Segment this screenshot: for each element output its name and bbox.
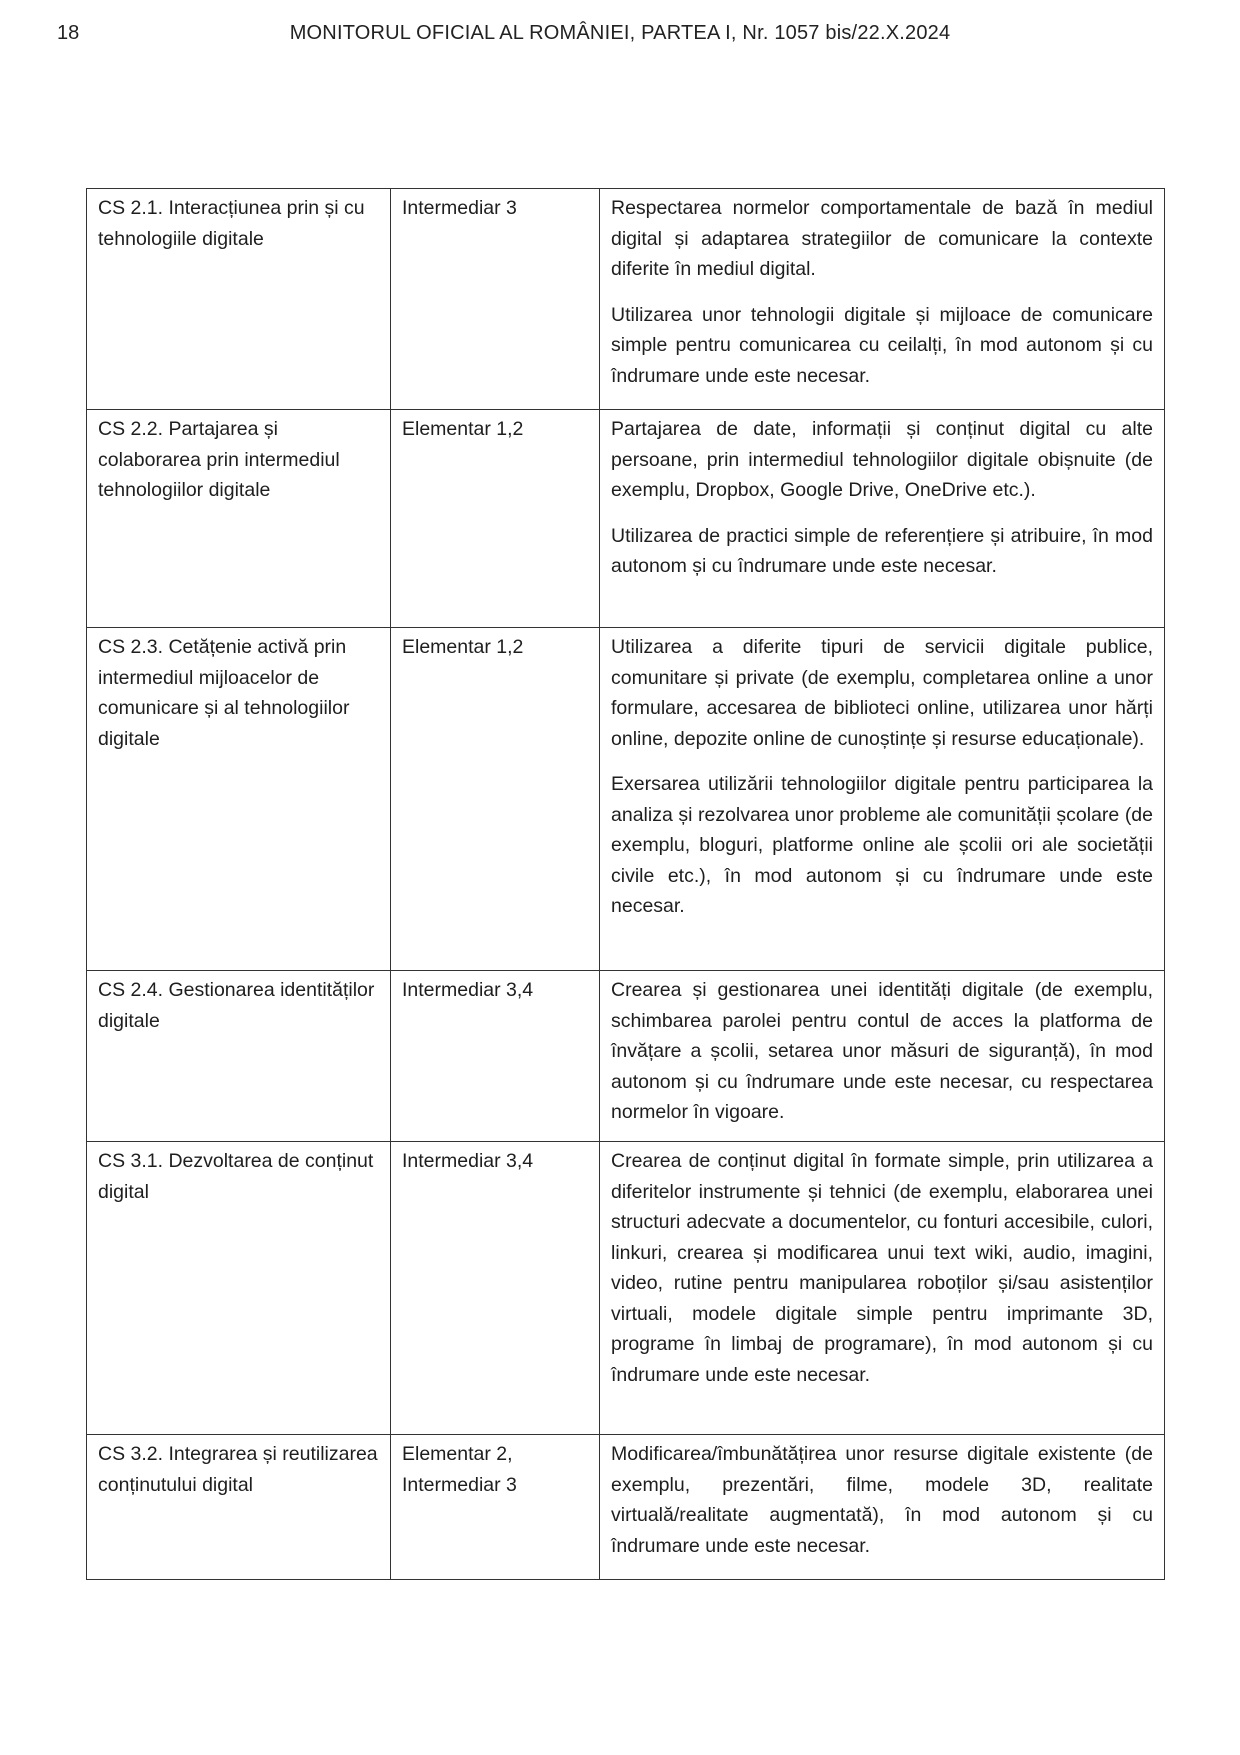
table-row (87, 628, 1165, 971)
level-cell: Intermediar 3,4 (391, 971, 600, 1142)
description-paragraph: Partajarea de date, informații și conținut digital cu alte persoane, prin intermediul tehnologiilor digitale obișnuite (de exemplu, Dropbox, Google Drive, OneDrive etc.). (611, 418, 1153, 501)
description-paragraph: Utilizarea a diferite tipuri de servicii digitale publice, comunitare și private (de exemplu, completarea online a unor formulare, accesarea de biblioteci online, utilizarea unor hărți online, depozite online de cunoștințe și resurse educaționale). (611, 636, 1153, 750)
description-paragraph: Respectarea normelor comportamentale de bază în mediul digital și adaptarea strategiilor de comunicare la contexte diferite în mediul digital. (611, 197, 1153, 280)
competence-cell: CS 3.1. Dezvoltarea de conținut digital (87, 1142, 391, 1435)
description-cell (600, 1142, 1165, 1435)
description-paragraph: Crearea și gestionarea unei identități digitale (de exemplu, schimbarea parolei pentru contul de acces la platforma de învățare a școlii, setarea unor măsuri de siguranță), în mod autonom și cu îndrumare unde este necesar, cu respectarea normelor în vigoare. (611, 979, 1153, 1123)
description-paragraph: Crearea de conținut digital în formate simple, prin utilizarea a diferitelor instrumente și tehnici (de exemplu, elaborarea unei structuri adecvate a documentelor, cu fonturi accesibile, culori, linkuri, crearea și modificarea unui text wiki, audio, imagini, video, rutine pentru manipularea roboților și/sau asistenților virtuali, modele digitale simple pentru imprimante 3D, programe în limbaj de programare), în mod autonom și cu îndrumare unde este necesar. (611, 1150, 1153, 1386)
description-cell (600, 628, 1165, 971)
level-cell: Intermediar 3,4 (391, 1142, 600, 1435)
competence-cell: CS 2.3. Cetățenie activă prin intermediul mijloacelor de comunicare și al tehnologiilor digitale (87, 628, 391, 971)
description-paragraph: Exersarea utilizării tehnologiilor digitale pentru participarea la analiza și rezolvarea unor probleme ale comunității școlare (de exemplu, bloguri, platforme online ale școlii ori ale societății civile etc.), în mod autonom și cu îndrumare unde este necesar. (611, 773, 1153, 917)
level-cell: Elementar 1,2 (391, 410, 600, 628)
level-cell: Intermediar 3 (391, 189, 600, 410)
competence-cell: CS 2.1. Interacțiunea prin și cu tehnologiile digitale (87, 189, 391, 410)
table-row (87, 1142, 1165, 1435)
description-paragraph: Utilizarea unor tehnologii digitale și mijloace de comunicare simple pentru comunicarea cu ceilalți, în mod autonom și cu îndrumare unde este necesar. (611, 303, 1153, 387)
description-cell (600, 410, 1165, 628)
description-paragraph: Utilizarea de practici simple de referențiere și atribuire, în mod autonom și cu îndrumare unde este necesar. (611, 524, 1153, 577)
description-cell (600, 189, 1165, 410)
description-paragraph: Modificarea/îmbunătățirea unor resurse digitale existente (de exemplu, prezentări, filme, modele 3D, realitate virtuală/realitate augmentată), în mod autonom și cu îndrumare unde este necesar. (611, 1443, 1153, 1557)
competence-cell: CS 2.2. Partajarea și colaborarea prin intermediul tehnologiilor digitale (87, 410, 391, 628)
competence-table (86, 188, 1165, 1580)
level-cell: Elementar 1,2 (391, 628, 600, 971)
competence-cell: CS 2.4. Gestionarea identităților digitale (87, 971, 391, 1142)
page-number: 18 (57, 22, 80, 44)
table-row (87, 971, 1165, 1142)
description-cell (600, 1435, 1165, 1580)
table-row (87, 189, 1165, 410)
level-cell: Elementar 2, Intermediar 3 (391, 1435, 600, 1580)
description-cell (600, 971, 1165, 1142)
competence-cell: CS 3.2. Integrarea și reutilizarea conținutului digital (87, 1435, 391, 1580)
header-title: MONITORUL OFICIAL AL ROMÂNIEI, PARTEA I, Nr. 1057 bis/22.X.2024 (289, 22, 951, 44)
table-row (87, 410, 1165, 628)
table-row (87, 1435, 1165, 1580)
